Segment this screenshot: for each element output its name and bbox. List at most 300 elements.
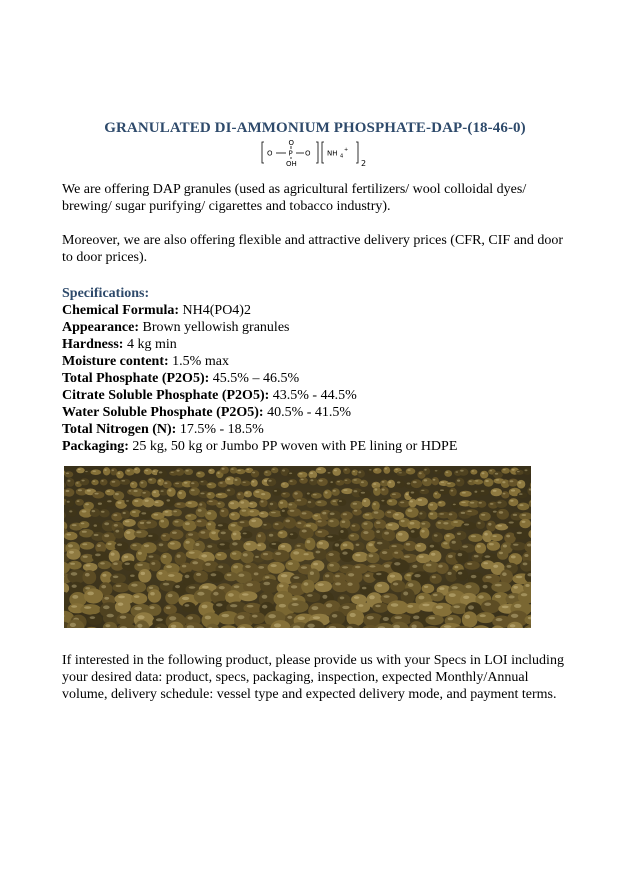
granule-highlight xyxy=(218,503,221,505)
granule-highlight xyxy=(310,472,313,474)
granule xyxy=(278,530,288,538)
granule xyxy=(409,490,419,498)
granule-highlight xyxy=(127,470,130,472)
granule-highlight xyxy=(283,493,286,494)
granule xyxy=(487,541,500,551)
granule-highlight xyxy=(120,616,127,619)
granule xyxy=(337,499,346,506)
formula-center: P xyxy=(288,149,293,158)
granule xyxy=(170,530,184,540)
granule xyxy=(380,487,388,496)
granule-highlight xyxy=(164,482,167,484)
granule xyxy=(215,552,227,560)
granule xyxy=(404,541,417,551)
granule xyxy=(352,508,362,515)
granule-highlight xyxy=(434,534,438,536)
granule xyxy=(476,520,485,529)
granule-highlight xyxy=(104,522,109,525)
granule-highlight xyxy=(462,492,466,494)
granule-highlight xyxy=(495,584,502,587)
granule xyxy=(491,488,502,496)
granule-highlight xyxy=(511,614,518,618)
granule xyxy=(343,468,350,475)
granule-highlight xyxy=(384,595,390,598)
granule-highlight xyxy=(369,469,372,471)
granule-highlight xyxy=(502,481,505,483)
granule-highlight xyxy=(354,510,357,512)
granule xyxy=(113,583,130,593)
granule-highlight xyxy=(262,605,267,609)
granule xyxy=(438,488,450,495)
granule-highlight xyxy=(335,582,341,585)
granule-highlight xyxy=(78,469,81,470)
granule xyxy=(172,519,184,527)
granule-highlight xyxy=(246,583,253,586)
granule-highlight xyxy=(130,575,135,577)
granule-highlight xyxy=(95,493,99,495)
granule xyxy=(241,480,251,486)
granule-highlight xyxy=(182,597,189,600)
granule-highlight xyxy=(448,572,452,575)
granule-highlight xyxy=(242,510,247,512)
granule-highlight xyxy=(275,552,281,555)
granule-highlight xyxy=(348,583,353,586)
granule xyxy=(387,499,398,506)
granule xyxy=(357,470,365,478)
granule xyxy=(79,521,89,528)
granule-highlight xyxy=(438,565,442,568)
granule xyxy=(205,543,219,553)
granule xyxy=(299,527,314,539)
granule-highlight xyxy=(166,565,172,568)
granule xyxy=(193,571,208,583)
granule xyxy=(141,490,151,498)
granule-highlight xyxy=(318,520,322,522)
granule-highlight xyxy=(373,503,376,505)
granule-highlight xyxy=(132,511,136,513)
granule-highlight xyxy=(507,565,512,568)
granule-highlight xyxy=(392,493,396,495)
granule xyxy=(268,562,285,574)
granule-highlight xyxy=(316,551,321,554)
granule-highlight xyxy=(367,616,374,620)
granule xyxy=(103,467,110,475)
granule-highlight xyxy=(439,513,444,515)
granule-highlight xyxy=(356,544,360,546)
granule-highlight xyxy=(255,491,259,493)
granule-highlight xyxy=(385,468,387,470)
granule-highlight xyxy=(502,606,509,609)
granule-highlight xyxy=(509,595,515,598)
granule-highlight xyxy=(243,533,247,535)
granule-highlight xyxy=(245,565,251,568)
granule xyxy=(431,592,444,602)
granule xyxy=(205,510,217,521)
granule-highlight xyxy=(86,564,91,566)
granule-highlight xyxy=(287,616,292,619)
granule xyxy=(311,493,322,499)
granule xyxy=(361,529,376,541)
granule-highlight xyxy=(71,605,77,608)
granule-highlight xyxy=(83,556,88,558)
granule-highlight xyxy=(389,481,392,483)
granule-highlight xyxy=(493,511,497,513)
granule xyxy=(315,519,327,527)
granule-highlight xyxy=(419,556,424,558)
granule-highlight xyxy=(233,565,238,568)
granule xyxy=(449,488,457,496)
granule-highlight xyxy=(292,598,298,601)
granule-highlight xyxy=(272,469,275,470)
granule-highlight xyxy=(525,469,528,471)
granule-highlight xyxy=(314,515,318,517)
granule-highlight xyxy=(118,472,121,474)
granule-highlight xyxy=(310,571,314,575)
granule xyxy=(272,550,289,562)
granule-highlight xyxy=(481,490,485,492)
granule-highlight xyxy=(513,586,518,589)
granule-highlight xyxy=(361,492,365,494)
granule xyxy=(82,570,96,584)
granule-highlight xyxy=(382,481,385,483)
granule-highlight xyxy=(82,531,87,533)
granule-highlight xyxy=(211,573,217,576)
granule xyxy=(267,478,276,486)
granule-highlight xyxy=(211,531,216,534)
granule-highlight xyxy=(280,545,285,548)
granule xyxy=(327,518,339,527)
granule-highlight xyxy=(237,470,240,471)
granule-highlight xyxy=(232,552,236,554)
granule-highlight xyxy=(201,481,204,482)
granule-highlight xyxy=(179,492,182,494)
granule-highlight xyxy=(93,481,96,482)
granule-highlight xyxy=(66,490,70,492)
granule-highlight xyxy=(221,532,226,535)
granule xyxy=(347,610,365,627)
granule-highlight xyxy=(355,566,361,568)
granule-highlight xyxy=(383,617,389,621)
granule xyxy=(372,603,388,613)
granule-highlight xyxy=(388,524,393,526)
granule-highlight xyxy=(353,503,357,505)
granule-highlight xyxy=(301,566,307,569)
granule-highlight xyxy=(449,593,456,597)
granule-highlight xyxy=(400,502,404,504)
granule-highlight xyxy=(238,574,244,577)
granule xyxy=(288,601,309,613)
granule-highlight xyxy=(340,597,345,600)
granule-highlight xyxy=(335,543,339,546)
granule-highlight xyxy=(449,513,453,515)
granule-highlight xyxy=(231,513,235,515)
granule xyxy=(241,531,253,538)
granule-highlight xyxy=(263,553,268,555)
granule xyxy=(185,514,197,521)
granule-highlight xyxy=(355,554,361,557)
granule xyxy=(113,491,124,500)
granule-highlight xyxy=(343,544,348,547)
formula-left: O xyxy=(267,149,273,158)
granule-highlight xyxy=(310,479,313,481)
granule-highlight xyxy=(197,472,200,474)
granule-highlight xyxy=(289,473,292,475)
granule-highlight xyxy=(432,576,436,579)
granule-highlight xyxy=(495,479,499,480)
granule-highlight xyxy=(345,480,348,481)
granule-highlight xyxy=(155,501,159,503)
granule xyxy=(437,501,445,507)
granule-highlight xyxy=(363,531,368,534)
granule-highlight xyxy=(169,616,176,620)
granule-highlight xyxy=(297,616,305,620)
granule-highlight xyxy=(461,512,466,514)
granule-highlight xyxy=(368,543,373,546)
granule-highlight xyxy=(384,564,390,567)
granule-highlight xyxy=(261,493,265,495)
granule-highlight xyxy=(483,585,488,589)
granule xyxy=(251,470,259,477)
granule xyxy=(165,591,179,604)
granule-highlight xyxy=(518,482,521,484)
granule-highlight xyxy=(269,534,273,537)
granule-highlight xyxy=(313,494,317,496)
granule-highlight xyxy=(279,585,284,588)
granule-highlight xyxy=(477,545,481,548)
granule xyxy=(84,588,103,603)
granule-highlight xyxy=(429,617,435,620)
granule xyxy=(144,468,152,475)
granule-highlight xyxy=(362,587,367,590)
granule xyxy=(299,477,308,483)
granule xyxy=(195,519,208,527)
granule-highlight xyxy=(265,471,268,473)
granule-highlight xyxy=(137,564,143,566)
granule xyxy=(490,534,503,542)
granule xyxy=(481,600,500,613)
granule xyxy=(243,541,257,551)
granule xyxy=(283,517,296,528)
granule-highlight xyxy=(410,522,415,525)
formula-cation: NH xyxy=(327,149,338,158)
granule-highlight xyxy=(222,468,225,470)
granule xyxy=(317,478,328,486)
granule xyxy=(168,541,181,550)
granule xyxy=(134,467,141,473)
granule-highlight xyxy=(172,532,177,534)
granule-highlight xyxy=(134,500,138,502)
granule xyxy=(90,508,100,517)
granule xyxy=(444,470,452,477)
granule-highlight xyxy=(87,592,94,596)
granule-highlight xyxy=(77,500,80,502)
granule-highlight xyxy=(353,471,355,473)
granule xyxy=(175,468,184,475)
granule xyxy=(152,490,161,498)
granule xyxy=(91,479,98,485)
granule-highlight xyxy=(138,552,142,555)
granule-highlight xyxy=(124,556,129,559)
granule xyxy=(208,571,224,583)
granule-highlight xyxy=(517,471,520,472)
granule xyxy=(465,509,478,516)
granule-highlight xyxy=(268,614,276,618)
granule-highlight xyxy=(293,576,299,579)
granule xyxy=(76,468,85,474)
granule xyxy=(446,482,456,487)
granule-highlight xyxy=(384,532,389,535)
granule-highlight xyxy=(458,553,463,556)
granule-highlight xyxy=(202,586,209,589)
granule xyxy=(183,520,197,531)
granule xyxy=(125,468,135,475)
granule-highlight xyxy=(82,480,85,482)
granule-highlight xyxy=(175,585,180,588)
granule-highlight xyxy=(301,479,304,481)
granule xyxy=(131,593,147,604)
granule-highlight xyxy=(524,554,528,557)
granule xyxy=(405,507,419,518)
granule-highlight xyxy=(437,522,441,524)
granule-highlight xyxy=(342,521,346,524)
granule xyxy=(387,480,395,488)
granule xyxy=(239,591,258,601)
granule-highlight xyxy=(277,594,284,598)
granule xyxy=(455,478,464,487)
granule-highlight xyxy=(486,576,492,579)
granule xyxy=(341,488,353,494)
granule xyxy=(329,479,336,487)
granule-highlight xyxy=(503,493,506,495)
spec-chemical-formula: Chemical Formula: NH4(PO4)2 xyxy=(62,303,251,318)
granule-highlight xyxy=(375,488,378,490)
granule-highlight xyxy=(107,490,110,492)
granule xyxy=(149,560,161,572)
granule-highlight xyxy=(485,480,489,482)
granule-highlight xyxy=(288,562,293,565)
granule-highlight xyxy=(398,533,403,536)
granule xyxy=(432,603,453,617)
granule-highlight xyxy=(145,470,148,472)
granule xyxy=(373,487,381,496)
granule-highlight xyxy=(101,511,105,513)
granule-highlight xyxy=(499,552,503,554)
granule xyxy=(146,533,159,541)
granule-highlight xyxy=(95,554,101,557)
granule-highlight xyxy=(469,481,472,482)
granule xyxy=(115,542,129,552)
granule-highlight xyxy=(70,623,76,627)
granule xyxy=(220,466,229,474)
granule-highlight xyxy=(398,472,402,473)
spec-packaging: Packaging: 25 kg, 50 kg or Jumbo PP woven with PE lining or HDPE xyxy=(62,439,458,454)
granule xyxy=(350,501,363,510)
granule xyxy=(523,468,531,475)
granule-highlight xyxy=(144,544,149,547)
granule-highlight xyxy=(250,510,254,512)
granule xyxy=(132,498,144,507)
granule-highlight xyxy=(302,530,307,533)
spec-total-nitrogen: Total Nitrogen (N): 17.5% - 18.5% xyxy=(62,422,264,437)
granule-highlight xyxy=(221,510,224,512)
granule-highlight xyxy=(308,501,311,503)
granule xyxy=(294,498,307,506)
granule-highlight xyxy=(319,480,323,482)
granule xyxy=(486,521,496,532)
granule-highlight xyxy=(418,596,424,600)
granule-highlight xyxy=(281,574,288,577)
granule-highlight xyxy=(490,470,493,471)
granule-highlight xyxy=(484,603,491,606)
granule-highlight xyxy=(443,542,447,544)
granule xyxy=(64,471,73,477)
granule-highlight xyxy=(187,616,193,619)
granule-highlight xyxy=(375,605,381,608)
granule-highlight xyxy=(151,562,155,565)
granule-highlight xyxy=(291,585,297,588)
granule-highlight xyxy=(453,521,458,523)
granule-highlight xyxy=(209,501,213,503)
granule xyxy=(428,502,438,511)
granule-highlight xyxy=(509,522,514,524)
granule-highlight xyxy=(299,473,303,475)
granule-highlight xyxy=(424,469,427,471)
granule-highlight xyxy=(421,530,424,533)
granule-highlight xyxy=(168,574,175,577)
granule-highlight xyxy=(470,502,474,504)
granule xyxy=(92,551,109,562)
granule xyxy=(174,502,186,508)
granule xyxy=(411,479,422,488)
granule-highlight xyxy=(482,472,485,474)
granule-highlight xyxy=(222,614,230,617)
granule-highlight xyxy=(330,481,333,483)
granule xyxy=(480,471,488,479)
granule xyxy=(422,584,435,594)
granule xyxy=(244,491,252,498)
granule-highlight xyxy=(149,479,152,481)
granule-highlight xyxy=(290,510,295,512)
granule-highlight xyxy=(328,472,331,474)
granule-highlight xyxy=(481,514,485,516)
granule-highlight xyxy=(393,583,398,586)
granule-highlight xyxy=(279,532,283,534)
granule-highlight xyxy=(292,603,299,606)
granule xyxy=(404,603,421,614)
granule-highlight xyxy=(116,585,122,587)
granule xyxy=(225,488,235,496)
granule-highlight xyxy=(464,524,469,526)
granule-highlight xyxy=(246,543,251,546)
granule-highlight xyxy=(114,524,118,527)
granule-highlight xyxy=(148,535,153,537)
granule xyxy=(433,469,441,474)
granule-highlight xyxy=(413,616,419,620)
granule-highlight xyxy=(373,483,376,485)
granule-highlight xyxy=(389,500,393,502)
spec-moisture: Moisture content: 1.5% max xyxy=(62,354,229,369)
granule xyxy=(142,497,154,507)
granule-highlight xyxy=(495,595,501,598)
granule xyxy=(228,500,239,509)
granule-highlight xyxy=(87,490,91,492)
granule-highlight xyxy=(525,584,529,587)
granule xyxy=(508,498,518,506)
granule xyxy=(66,478,74,487)
granule-highlight xyxy=(189,586,196,589)
granule-highlight xyxy=(118,603,124,606)
granule-highlight xyxy=(493,490,497,492)
